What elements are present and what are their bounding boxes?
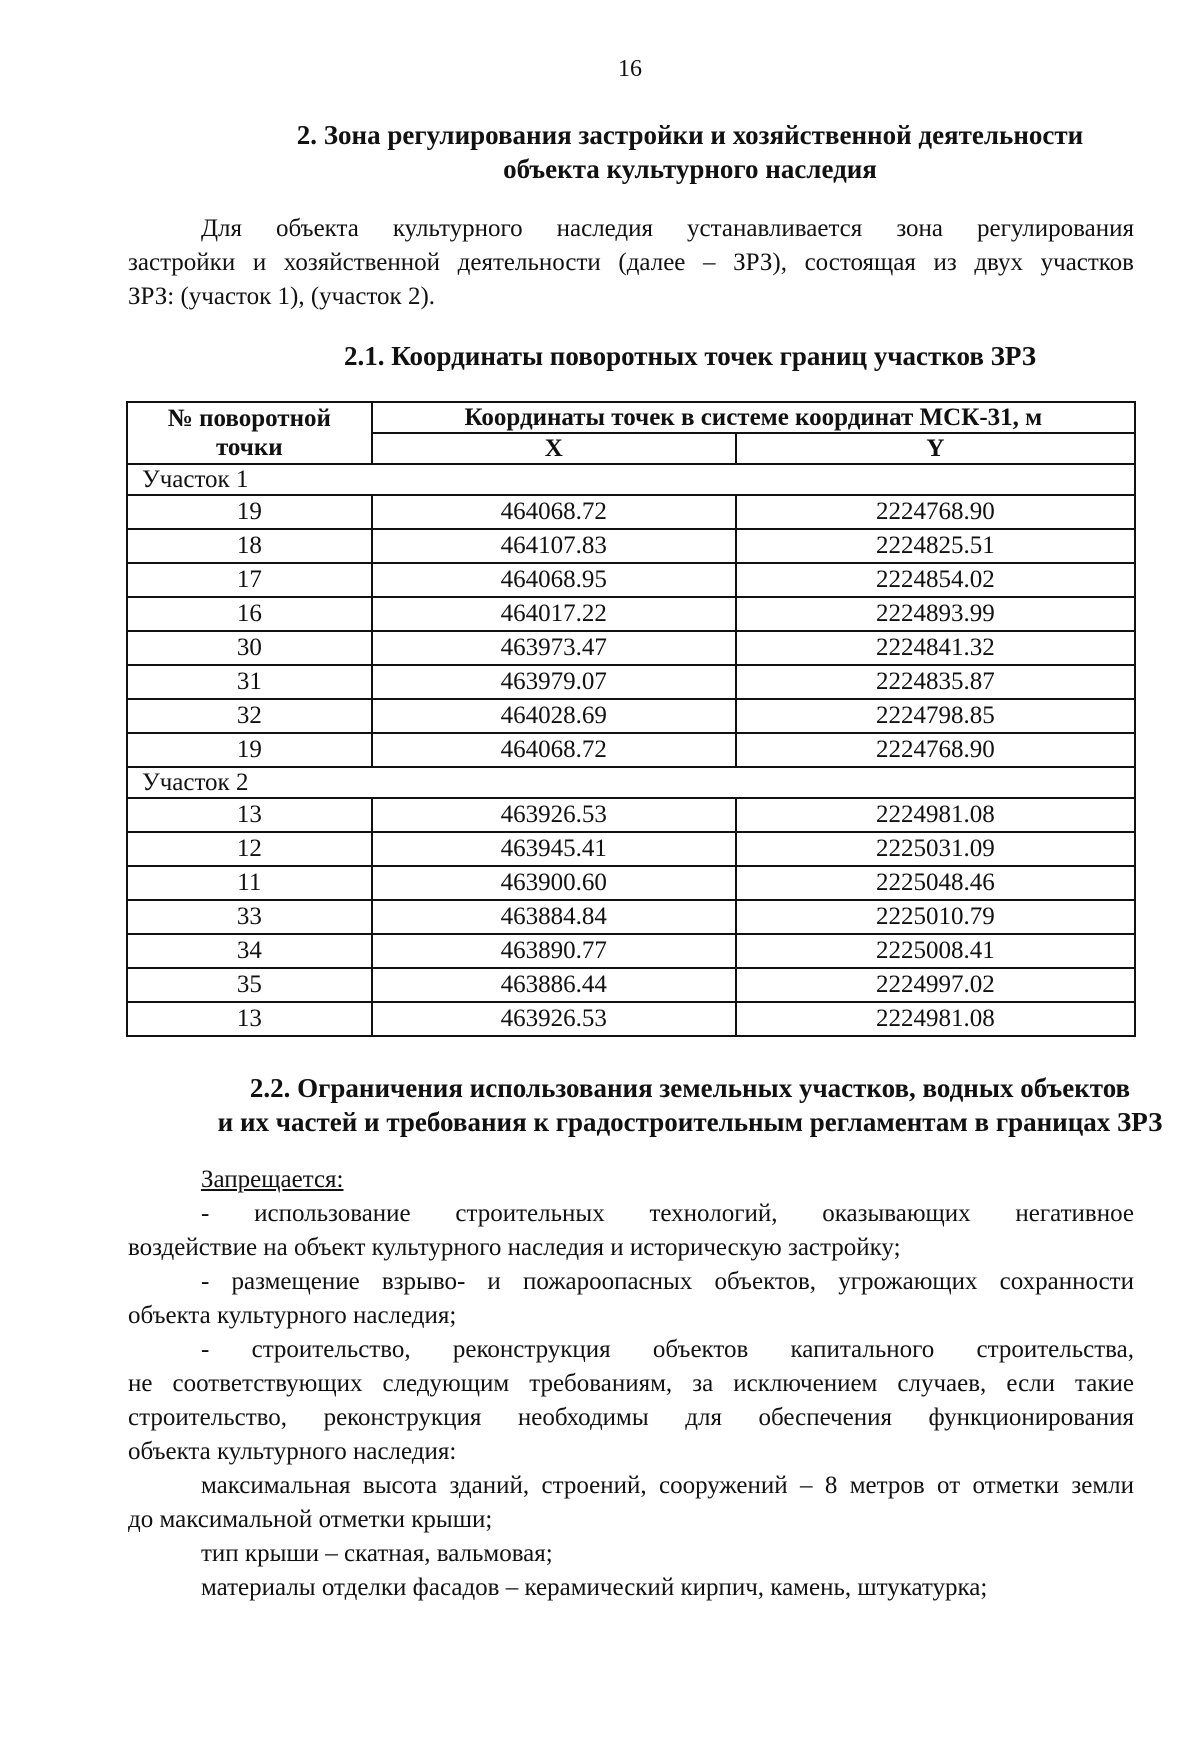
item3-line4: объекта культурного наследия: [128,1438,457,1465]
item3-line1: - строительство, реконструкция объектов капитального строительства, [201,1336,1134,1363]
intro-line: Для объекта культурного наследия устанавливается зона регулирования [201,215,1134,242]
cell-y: 2224768.90 [736,495,1135,529]
table-row [127,968,1135,1002]
table-row [127,597,1135,631]
cell-y: 2224893.99 [736,597,1135,631]
req1-line1: максимальная высота зданий, строений, сооружений – 8 метров от отметки земли [201,1472,1134,1499]
intro-line: застройки и хозяйственной деятельности (далее – ЗРЗ), состоящая из двух участков [128,249,1134,276]
item3-line3: строительство, реконструкция необходимы для обеспечения функционирования [128,1404,1134,1431]
cell-x: 463945.41 [372,832,736,866]
header-point-line2: точки [215,434,283,461]
cell-x: 463973.47 [372,631,736,665]
cell-point: 32 [127,699,372,733]
coordinates-table [126,401,1136,1037]
table-row [127,733,1135,767]
table-row [127,631,1135,665]
cell-y: 2224768.90 [736,733,1135,767]
section-label-row [127,767,1135,798]
cell-x: 464068.72 [372,495,736,529]
cell-point: 13 [127,798,372,832]
cell-x: 464068.72 [372,733,736,767]
cell-point: 33 [127,900,372,934]
cell-x: 463884.84 [372,900,736,934]
header-point [127,402,372,464]
section-label-row [127,464,1135,495]
item3-line2: не соответствующих следующим требованиям, за исключением случаев, если такие [128,1370,1134,1397]
cell-y: 2225008.41 [736,934,1135,968]
cell-x: 464028.69 [372,699,736,733]
cell-y: 2224825.51 [736,529,1135,563]
cell-point: 30 [127,631,372,665]
table-row [127,832,1135,866]
req3: материалы отделки фасадов – керамический кирпич, камень, штукатурка; [201,1574,988,1601]
cell-x: 463890.77 [372,934,736,968]
header-point-line1: № поворотной [167,405,331,432]
table-row [127,563,1135,597]
cell-x: 464017.22 [372,597,736,631]
section-2-1-heading: 2.1. Координаты поворотных точек границ участков ЗРЗ [344,341,1036,371]
cell-x: 464068.95 [372,563,736,597]
section-2-heading [120,118,1200,186]
section-2-title-line2: объекта культурного наследия [503,154,877,184]
coordinates-body [127,464,1135,1036]
item1-line1: - использование строительных технологий, оказывающих негативное [201,1200,1134,1227]
table-row [127,866,1135,900]
cell-point: 16 [127,597,372,631]
section-2-2-body [128,1163,1134,1605]
cell-x: 463926.53 [372,1002,736,1036]
cell-point: 13 [127,1002,372,1036]
cell-point: 19 [127,733,372,767]
header-x: X [372,433,736,464]
cell-y: 2224981.08 [736,798,1135,832]
section-2-2-title-line2: и их частей и требования к градостроительным регламентам в границах ЗРЗ [217,1107,1163,1137]
section-2-2-heading [120,1071,1200,1139]
header-y: Y [736,433,1135,464]
cell-y: 2224835.87 [736,665,1135,699]
page-number: 16 [618,56,642,82]
cell-y: 2225031.09 [736,832,1135,866]
cell-y: 2224997.02 [736,968,1135,1002]
cell-point: 18 [127,529,372,563]
cell-point: 19 [127,495,372,529]
table-row [127,665,1135,699]
item1-line2: воздействие на объект культурного наследия и историческую застройку; [128,1234,901,1261]
prohibited-label: Запрещается: [201,1166,344,1193]
cell-y: 2224841.32 [736,631,1135,665]
header-coordinates: Координаты точек в системе координат МСК-31, м [372,402,1135,433]
cell-x: 463886.44 [372,968,736,1002]
cell-y: 2224854.02 [736,563,1135,597]
cell-point: 35 [127,968,372,1002]
cell-x: 464107.83 [372,529,736,563]
table-row [127,529,1135,563]
cell-point: 34 [127,934,372,968]
section-2-2-title-line1: 2.2. Ограничения использования земельных участков, водных объектов [249,1073,1131,1103]
section-label: Участок 1 [127,464,1135,495]
table-row [127,934,1135,968]
cell-y: 2225010.79 [736,900,1135,934]
section-2-intro [128,212,1134,314]
cell-x: 463926.53 [372,798,736,832]
table-row [127,900,1135,934]
table-row [127,699,1135,733]
cell-x: 463979.07 [372,665,736,699]
section-2-title-line1: 2. Зона регулирования застройки и хозяйственной деятельности [296,120,1084,150]
cell-point: 31 [127,665,372,699]
table-row [127,798,1135,832]
req2: тип крыши – скатная, вальмовая; [201,1540,553,1567]
cell-x: 463900.60 [372,866,736,900]
cell-y: 2224981.08 [736,1002,1135,1036]
cell-point: 17 [127,563,372,597]
cell-point: 12 [127,832,372,866]
intro-line: ЗРЗ: (участок 1), (участок 2). [128,283,436,310]
cell-point: 11 [127,866,372,900]
section-label: Участок 2 [127,767,1135,798]
cell-y: 2225048.46 [736,866,1135,900]
req1-line2: до максимальной отметки крыши; [128,1506,493,1533]
cell-y: 2224798.85 [736,699,1135,733]
item2-line1: - размещение взрыво- и пожароопасных объектов, угрожающих сохранности [201,1268,1134,1295]
table-row [127,495,1135,529]
table-row [127,1002,1135,1036]
item2-line2: объекта культурного наследия; [128,1302,457,1329]
